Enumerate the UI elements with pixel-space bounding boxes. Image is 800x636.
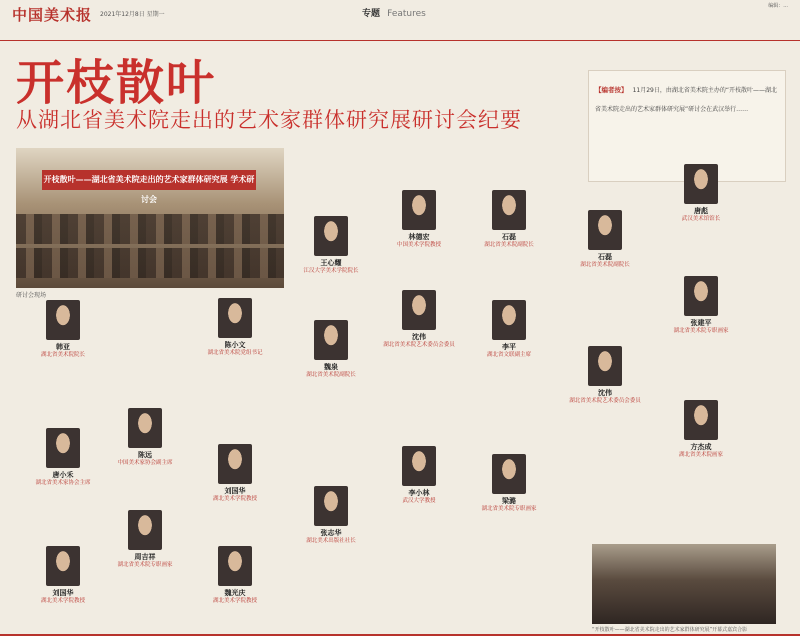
person-title: 中国美术学院教授: [396, 242, 441, 248]
person-name: 石磊: [502, 233, 516, 241]
person-title: 湖北省美术院专职画家: [481, 506, 537, 512]
group-photo-caption: “开枝散叶——湖北省美术院走出的艺术家群体研究展”开幕式嘉宾合影: [592, 627, 748, 633]
person-name: 周吉祥: [134, 553, 156, 561]
portrait: [218, 444, 252, 484]
person-name: 魏泉: [324, 363, 338, 371]
portrait: [218, 546, 252, 586]
person-name: 张建平: [690, 319, 712, 327]
portrait: [492, 190, 526, 230]
editor-note-text: 11月29日，由湖北省美术院主办的“开枝散叶——湖北省美术院走出的艺术家群体研究展”研讨会在武汉举行……: [595, 87, 777, 113]
portrait: [588, 210, 622, 250]
newspaper-logo: 中国美术报: [12, 6, 93, 24]
portrait: [128, 510, 162, 550]
person-title: 湖北省美术院专职画家: [117, 562, 173, 568]
portrait: [46, 546, 80, 586]
photo-audience-row: [16, 248, 284, 278]
person-name: 王心耀: [320, 259, 342, 267]
portrait: [492, 300, 526, 340]
main-photo: [16, 148, 284, 288]
person-title: 湖北省文联副主席: [486, 352, 531, 358]
portrait: [314, 216, 348, 256]
portrait: [684, 276, 718, 316]
person-name: 陈小文: [224, 341, 246, 349]
person-name: 张志华: [320, 529, 342, 537]
person-name: 陈远: [138, 451, 152, 459]
person-title: 湖北省美术院画家: [678, 452, 723, 458]
headline-subtitle: 从湖北省美术院走出的艺术家群体研究展研讨会纪要: [16, 108, 522, 132]
person-name: 石磊: [598, 253, 612, 261]
person-title: 湖北美术学院教授: [212, 598, 257, 604]
person-title: 湖北省美术院党组书记: [207, 350, 263, 356]
person-title: 湖北省美术院副院长: [484, 242, 534, 248]
portrait: [128, 408, 162, 448]
person-title: 湖北美术学院教授: [212, 496, 257, 502]
editor-note-label: 【编者按】: [595, 86, 628, 94]
person-name: 林德宏: [408, 233, 430, 241]
person-title: 中国美术家协会副主席: [117, 460, 173, 466]
person-name: 韩亚: [56, 343, 70, 351]
section-name-en: Features: [387, 9, 426, 19]
portrait: [492, 454, 526, 494]
portrait: [314, 486, 348, 526]
person-title: 江汉大学美术学院院长: [303, 268, 359, 274]
person-title: 湖北省美术院专职画家: [673, 328, 729, 334]
person-title: 湖北省美术院副院长: [580, 262, 630, 268]
group-photo: [592, 544, 776, 624]
person-name: 沈伟: [412, 333, 426, 341]
person-name: 唐彪: [694, 207, 708, 215]
photo-audience-row: [16, 214, 284, 244]
portrait: [314, 320, 348, 360]
headline-title: 开枝散叶: [16, 55, 217, 111]
person-name: 刘国华: [52, 589, 74, 597]
person-title: 武汉大学教授: [402, 498, 436, 504]
portrait: [402, 446, 436, 486]
portrait: [218, 298, 252, 338]
person-title: 湖北美术出版社社长: [306, 538, 356, 544]
portrait: [46, 428, 80, 468]
person-title: 湖北省美术院艺术委员会委员: [383, 342, 455, 348]
person-title: 湖北省美术院副院长: [306, 372, 356, 378]
person-name: 方杰成: [690, 443, 712, 451]
portrait: [684, 164, 718, 204]
portrait: [46, 300, 80, 340]
person-name: 李小林: [408, 489, 430, 497]
section-name: 专题: [362, 9, 381, 19]
person-title: 湖北美术学院教授: [40, 598, 85, 604]
person-name: 唐小禾: [52, 471, 74, 479]
photo-banner: 开枝散叶——湖北省美术院走出的艺术家群体研究展 学术研讨会: [42, 170, 256, 190]
person-title: 武汉美术馆馆长: [681, 216, 721, 222]
portrait: [402, 190, 436, 230]
person-name: 李平: [502, 343, 516, 351]
section-label: [362, 6, 426, 19]
portrait: [684, 400, 718, 440]
person-name: 沈伟: [598, 389, 612, 397]
person-name: 魏光庆: [224, 589, 246, 597]
person-name: 梁潞: [502, 497, 516, 505]
masthead: [0, 0, 800, 41]
portrait: [588, 346, 622, 386]
person-title: 湖北省美术家协会主席: [35, 480, 91, 486]
publication-info: 编辑：...: [768, 3, 788, 9]
portrait: [402, 290, 436, 330]
person-title: 湖北省美术院艺术委员会委员: [569, 398, 641, 404]
person-title: 湖北省美术院院长: [40, 352, 85, 358]
main-photo-caption: 研讨会现场: [16, 292, 47, 299]
dateline: 2021年12月8日 星期一: [100, 11, 165, 18]
person-name: 刘国华: [224, 487, 246, 495]
